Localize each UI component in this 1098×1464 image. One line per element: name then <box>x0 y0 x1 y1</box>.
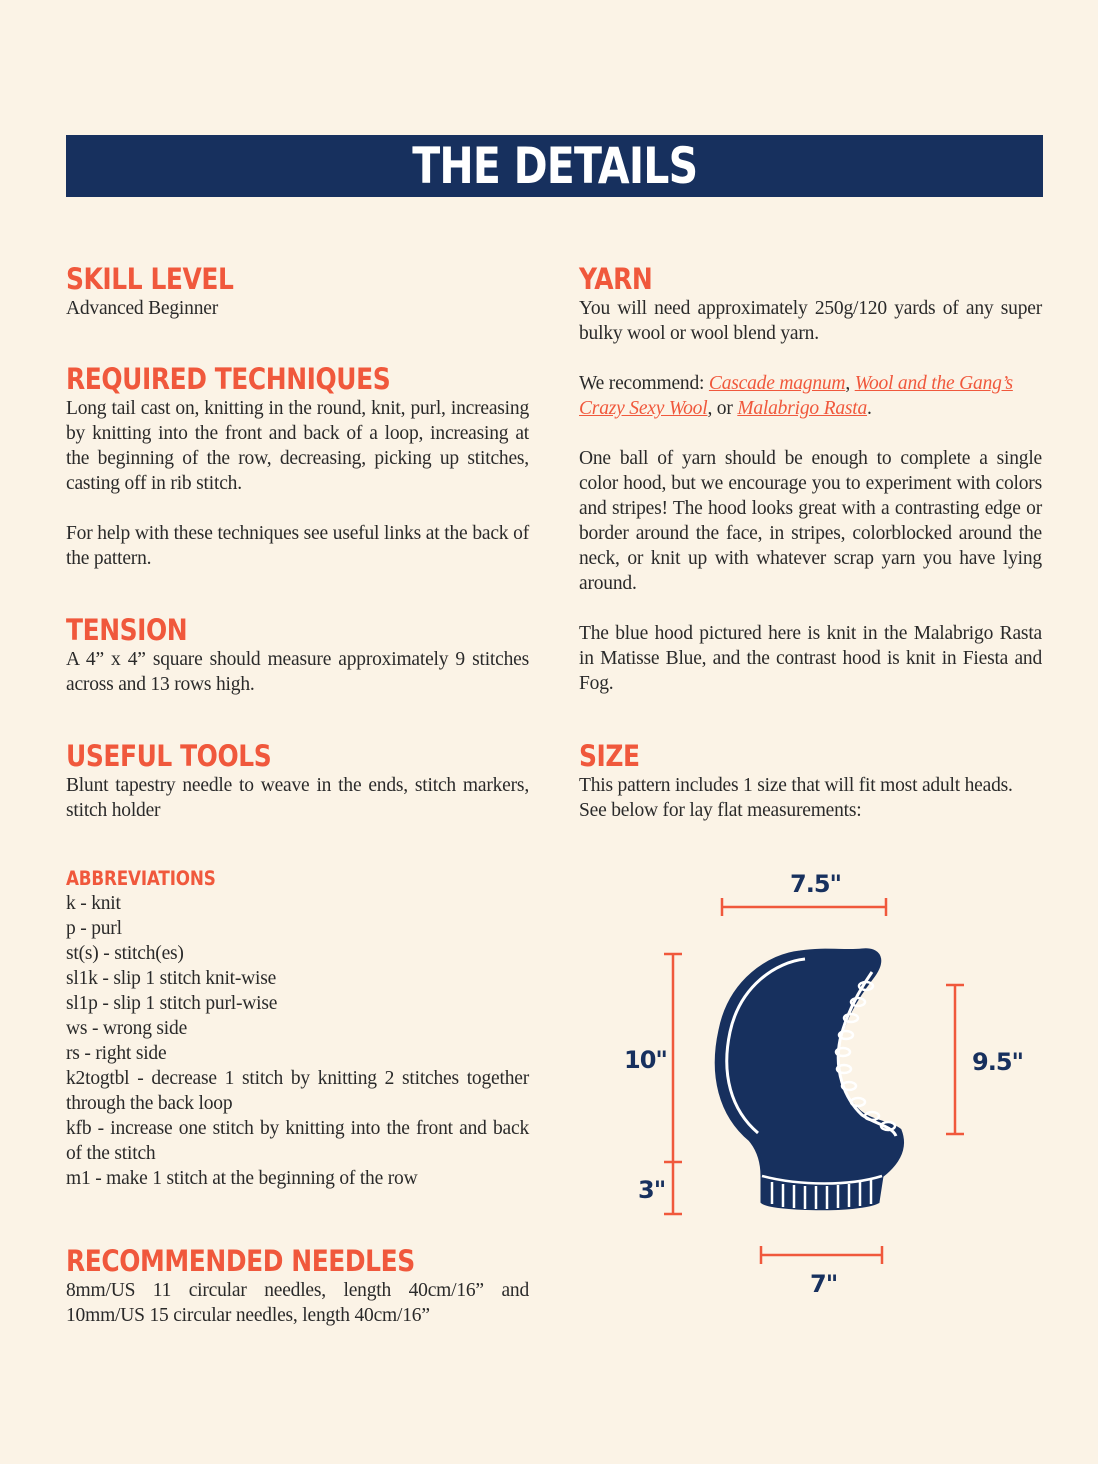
yarn-recommend-text <box>579 371 1042 421</box>
hood-illustration <box>600 860 1040 1320</box>
abbreviation-item: p - purl <box>66 918 122 939</box>
needles-text: 8mm/US 11 circular needles, length 40cm/16” and 10mm/US 15 circular needles, length 40cm/16” <box>66 1280 529 1326</box>
abbreviation-item: sl1p - slip 1 stitch purl-wise <box>66 993 278 1014</box>
size-heading: SIZE <box>579 739 640 773</box>
techniques-help-text: For help with these techniques see useful links at the back of the pattern. <box>66 523 529 569</box>
page-title: THE DETAILS <box>411 137 697 195</box>
abbreviations-section <box>66 866 529 1191</box>
abbreviation-item: k - knit <box>66 893 121 914</box>
abbreviation-item: k2togtbl - decrease 1 stitch by knitting 2 stitches together through the back loop <box>66 1068 529 1114</box>
techniques-text: Long tail cast on, knitting in the round, knit, purl, increasing by knitting into the front and back of a loop, increasing at the beginning of the row, decreasing, picking up stitches, casting off in rib stitch. <box>66 398 529 494</box>
abbreviation-item: st(s) - stitch(es) <box>66 943 184 964</box>
yarn-amount-text: You will need approximately 250g/120 yards of any super bulky wool or wool blend yarn. <box>579 298 1042 344</box>
separator: , or <box>707 398 738 419</box>
measure-top: 7.5" <box>790 870 842 898</box>
skill-level-text: Advanced Beginner <box>66 298 219 319</box>
abbreviation-item: rs - right side <box>66 1043 167 1064</box>
recommend-suffix: . <box>867 398 872 419</box>
abbreviation-item: m1 - make 1 stitch at the beginning of the row <box>66 1168 418 1189</box>
needles-heading: RECOMMENDED NEEDLES <box>66 1244 415 1278</box>
skill-level-heading: SKILL LEVEL <box>66 262 234 296</box>
size-section <box>579 739 1042 823</box>
tension-section <box>66 613 529 697</box>
tools-heading: USEFUL TOOLS <box>66 739 272 773</box>
separator: , <box>845 373 855 394</box>
cascade-magnum-link[interactable]: Cascade magnum <box>708 373 846 394</box>
measure-bottom: 7" <box>810 1270 838 1298</box>
measure-right: 9.5" <box>972 1048 1024 1076</box>
abbreviations-heading: ABBREVIATIONS <box>66 867 216 890</box>
tools-text: Blunt tapestry needle to weave in the ends, stitch markers, stitch holder <box>66 775 529 821</box>
abbreviation-item: sl1k - slip 1 stitch knit-wise <box>66 968 277 989</box>
measure-bottom-left: 3" <box>638 1176 666 1204</box>
measure-left: 10" <box>624 1046 667 1074</box>
recommend-prefix: We recommend: <box>579 373 709 394</box>
yarn-heading: YARN <box>579 262 653 296</box>
tools-section <box>66 739 529 823</box>
yarn-section <box>579 262 1042 696</box>
abbreviation-item: kfb - increase one stitch by knitting into the front and back of the stitch <box>66 1118 529 1164</box>
techniques-section <box>66 362 529 571</box>
hood-shape <box>716 950 902 1209</box>
abbreviation-item: ws - wrong side <box>66 1018 188 1039</box>
hood-measurement-diagram <box>600 860 1040 1320</box>
yarn-hood-text: The blue hood pictured here is knit in the Malabrigo Rasta in Matisse Blue, and the contrast hood is knit in Fiesta and Fog. <box>579 623 1042 694</box>
tension-text: A 4” x 4” square should measure approximately 9 stitches across and 13 rows high. <box>66 649 529 695</box>
size-text: This pattern includes 1 size that will fit most adult heads. See below for lay flat measurements: <box>579 775 1013 821</box>
tension-heading: TENSION <box>66 613 188 647</box>
techniques-heading: REQUIRED TECHNIQUES <box>66 362 391 396</box>
wool-and-the-gang-link[interactable]: Wool and the Gang’s Crazy Sexy Wool <box>579 373 1013 419</box>
malabrigo-rasta-link[interactable]: Malabrigo Rasta <box>737 398 868 419</box>
yarn-ball-text: One ball of yarn should be enough to complete a single color hood, but we encourage you to experiment with colors and stripes! The hood looks great with a contrasting edge or border around the face, in stripes, colorblocked around the neck, or knit up with whatever scrap yarn you have lying around. <box>579 448 1042 594</box>
skill-level-section <box>66 262 529 321</box>
title-banner <box>66 135 1043 197</box>
needles-section <box>66 1244 529 1328</box>
